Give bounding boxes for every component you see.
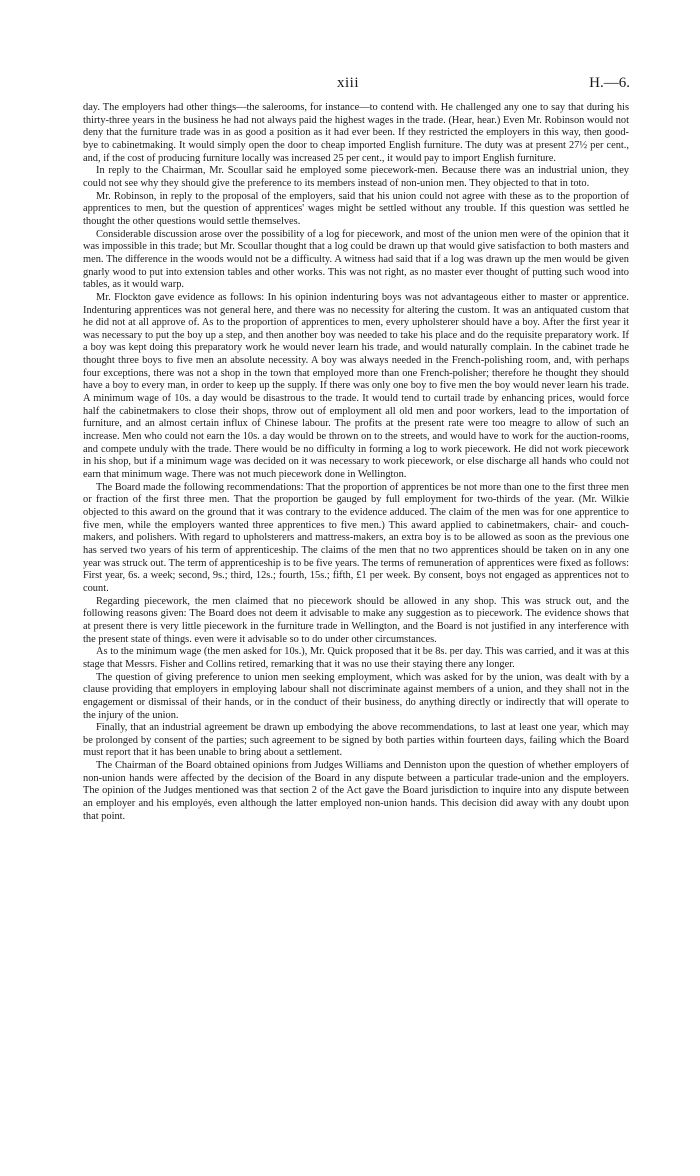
- body-text: [83, 102, 629, 823]
- paragraph: In reply to the Chairman, Mr. Scoullar said he employed some piecework-men. Because there was an industrial union, they could not see why they should give the preference to its members instead of non-union men. They objected to that in toto.: [83, 165, 629, 189]
- page-number: xiii: [337, 75, 360, 91]
- paragraph: As to the minimum wage (the men asked for 10s.), Mr. Quick proposed that it be 8s. per day. This was carried, and it was at this stage that Messrs. Fisher and Collins retired, remarking that it was no use their staying there any longer.: [83, 646, 629, 670]
- paragraph: Mr. Flockton gave evidence as follows: In his opinion indenturing boys was not advantageous either to master or apprentice. Indenturing apprentices was not general here, and there was no necessity for altering the custom. It was an antiquated custom that he did not at all approve of. As to the proportion of apprentices to men, every upholsterer should have a boy. After the first year it was necessary to put the boy up a step, and then another boy was needed to take his place and do the requisite preparatory work. If a boy was kept doing this preparatory work he would never learn his trade, and would naturally complain. In the cabinet trade he thought three boys to five men an absolute necessity. A boy was always needed in the French-polishing room, and, with perhaps four exceptions, there was not a shop in the town that employed more than one French-polisher; therefore he thought they should have a boy to every man, in order to keep up the supply. If there was only one boy to five men the boy would never learn his trade. A minimum wage of 10s. a day would be disastrous to the trade. It would tend to curtail trade by enhancing prices, would force half the cabinetmakers to close their shops, throw out of employment all old men and poor workers, lead to the importation of furniture, and an almost certain influx of Chinese labour. The profits at the present rate were too meagre to allow of such an increase. Men who could not earn the 10s. a day would be thrown on to the streets, and would have to work for the auction-rooms, and compete unduly with the trade. There would be no difficulty in forming a log to work piecework. He did not work piecework in his shop, but if a minimum wage was decided on it was necessary to work piecework, or else discharge all hands who could not earn that minimum wage. There was not much piecework done in Wellington.: [83, 291, 629, 481]
- paragraph: Mr. Robinson, in reply to the proposal of the employers, said that his union could not agree with these as to the proportion of apprentices to men, but the question of apprentices' wages might be settled without any trouble. If this question was settled he thought the other questions would settle themselves.: [83, 190, 629, 227]
- paragraph: day. The employers had other things—the salerooms, for instance—to contend with. He challenged any one to say that during his thirty-three years in the business he had not always paid the highest wages in the trade. (Hear, hear.) Even Mr. Robinson would not deny that the furniture trade was in as good a position as it had ever been. If they restricted the employers in this way, then good-bye to cabinetmaking. It would simply open the door to cheap imported English furniture. The duty was at present 27½ per cent., and, if the cost of producing furniture locally was increased 25 per cent., it would pay to import English furniture.: [83, 102, 629, 164]
- paragraph: The Chairman of the Board obtained opinions from Judges Williams and Denniston upon the question of whether employers of non-union hands were affected by the decision of the Board in any dispute between a particular trade-union and the employers. The opinion of the Judges mentioned was that section 2 of the Act gave the Board jurisdiction to inquire into any dispute between an employer and his employés, even although the latter employed non-union hands. This decision did away with any doubt upon that point.: [83, 760, 629, 822]
- paragraph: Finally, that an industrial agreement be drawn up embodying the above recommendations, to last at least one year, which may be prolonged by consent of the parties; such agreement to be signed by both parties within fourteen days, failing which the Board must report that it has been unable to bring about a settlement.: [83, 722, 629, 759]
- paragraph: Regarding piecework, the men claimed that no piecework should be allowed in any shop. This was struck out, and the following reasons given: The Board does not deem it advisable to make any suggestion as to piecework. The evidence shows that at present there is very little piecework in the furniture trade in Wellington, and the Board is not justified in any interference with the present state of things. even were it advisable so to do under other circumstances.: [83, 595, 629, 645]
- paragraph: Considerable discussion arose over the possibility of a log for piecework, and most of the union men were of the opinion that it was impossible in this trade; but Mr. Scoullar thought that a log could be drawn up that would give satisfaction to both masters and men. The difference in the woods would not be a difficulty. A witness had said that if a log was drawn up the men would be given gnarly wood to put into extension tables and other works. This was not right, as no master ever thought of putting such wood into tables, as it would warp.: [83, 228, 629, 291]
- paragraph: The question of giving preference to union men seeking employment, which was asked for by the union, was dealt with by a clause providing that employers in employing labour shall not discriminate against members of a union, and they shall not in the engagement or dismissal of their hands, or in the conduct of their business, do anything directly or indirectly that will operate to the injury of the union.: [83, 671, 629, 721]
- paragraph: The Board made the following recommendations: That the proportion of apprentices be not more than one to the first three men or fraction of the first three men. That the proportion be gauged by full employment for two-thirds of the year. (Mr. Wilkie objected to this award on the ground that it was contrary to the evidence adduced. The claim of the men was for one apprentice to five men, while the employers wanted three apprentices to five men.) This award applied to cabinetmakers, chair- and couch-makers, and polishers. With regard to upholsterers and mattress-makers, an extra boy is to be allowed as soon as the previous one has served two years of his term of apprenticeship. The claims of the men that no two apprentices should be taken on in any one year was struck out. The term of apprenticeship is to be five years. The terms of remuneration of apprentices were fixed as follows: First year, 6s. a week; second, 9s.; third, 12s.; fourth, 15s.; fifth, £1 per week. By consent, boys not engaged as apprentices not to count.: [83, 481, 629, 594]
- document-reference: H.—6.: [589, 75, 630, 91]
